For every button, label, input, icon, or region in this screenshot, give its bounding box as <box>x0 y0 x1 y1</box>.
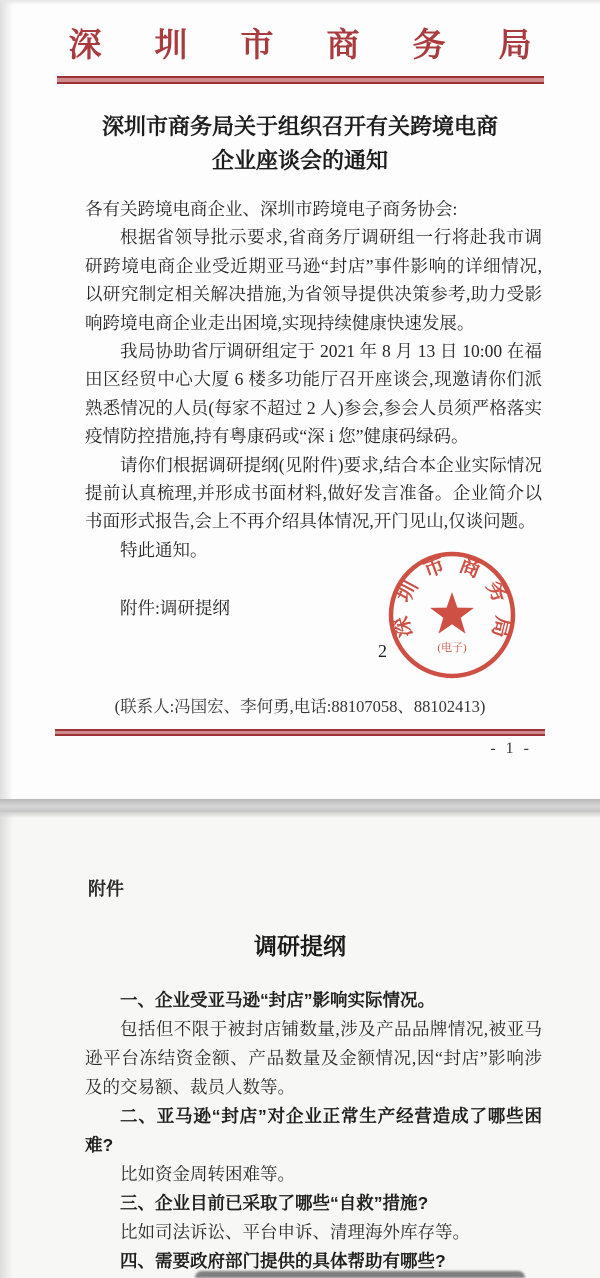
outline-item-1-heading: 一、企业受亚马逊“封店”影响实际情况。 <box>120 990 435 1010</box>
photo-edge-shadow <box>195 1271 525 1278</box>
document-title <box>30 110 570 178</box>
official-seal <box>382 545 522 685</box>
attachment-page <box>0 812 600 1278</box>
paragraph-3: 请你们根据调研提纲(见附件)要求,结合本企业实际情况提前认真梳理,并形成书面材料,做好发言准备。企业简介以书面形式报告,会上不再介绍具体情况,开门见山,仅谈问题。 <box>85 454 542 532</box>
outline-title: 调研提纲 <box>254 934 346 959</box>
outline-item-2-body: 比如资金周转困难等。 <box>120 1164 295 1184</box>
seal-page-note: 2 <box>378 641 387 661</box>
contact-line: (联系人:冯国宏、李何勇,电话:88107058、88102413) <box>114 697 486 716</box>
header-divider <box>57 76 544 84</box>
outline-item-3-heading: 三、企业目前已采取了哪些“自救”措施? <box>120 1193 429 1213</box>
attachment-reference: 附件:调研提纲 <box>120 598 230 619</box>
notice-closing: 特此通知。 <box>120 539 208 560</box>
outline-item-2-heading: 二、亚马逊“封店”对企业正常生产经营造成了哪些困难? <box>85 1106 542 1155</box>
outline-item-1-body: 包括但不限于被封店铺数量,涉及产品品牌情况,被亚马逊平台冻结资金额、产品数量及金额情况,因“封店”影响涉及的交易额、裁员人数等。 <box>85 1019 542 1097</box>
paragraph-2: 我局协助省厅调研组定于 2021 年 8 月 13 日 10:00 在福田区经贸中心大厦 6 楼多功能厅召开座谈会,现邀请你们派熟悉情况的人员(每家不超过 2 人)参会,参会人员须严格落实疫情防控措施,持有粤康码或“深 i 您”健康码绿码。 <box>85 341 542 447</box>
seal-subtext: (电子) <box>437 642 467 654</box>
outline-item-3-body: 比如司法诉讼、平台申诉、清理海外库存等。 <box>120 1222 470 1242</box>
seal-arc-text: 深圳市商务局 <box>388 552 516 641</box>
document-title-line2: 企业座谈会的通知 <box>211 148 388 173</box>
outline-item-4-heading: 四、需要政府部门提供的具体帮助有哪些? <box>120 1251 446 1271</box>
agency-name: 深圳市商务局 <box>68 28 585 64</box>
outline-body <box>85 986 542 1276</box>
salutation: 各有关跨境电商企业、深圳市跨境电子商务协会: <box>85 199 458 219</box>
footer-divider <box>55 729 545 736</box>
star-icon <box>430 592 474 634</box>
document-title-line1: 深圳市商务局关于组织召开有关跨境电商 <box>101 114 498 139</box>
page-gap <box>0 799 600 812</box>
paragraph-1: 根据省领导批示要求,省商务厅调研组一行将赴我市调研跨境电商企业受近期亚马逊“封店”事件影响的详细情况,以研究制定相关解决措施,为省领导提供决策参考,助力受影响跨境电商企业走出困境,实现持续健康快速发展。 <box>85 227 542 333</box>
page-number: - 1 - <box>490 740 532 757</box>
attachment-header: 附件 <box>88 879 124 899</box>
seal-graphic <box>382 545 522 685</box>
